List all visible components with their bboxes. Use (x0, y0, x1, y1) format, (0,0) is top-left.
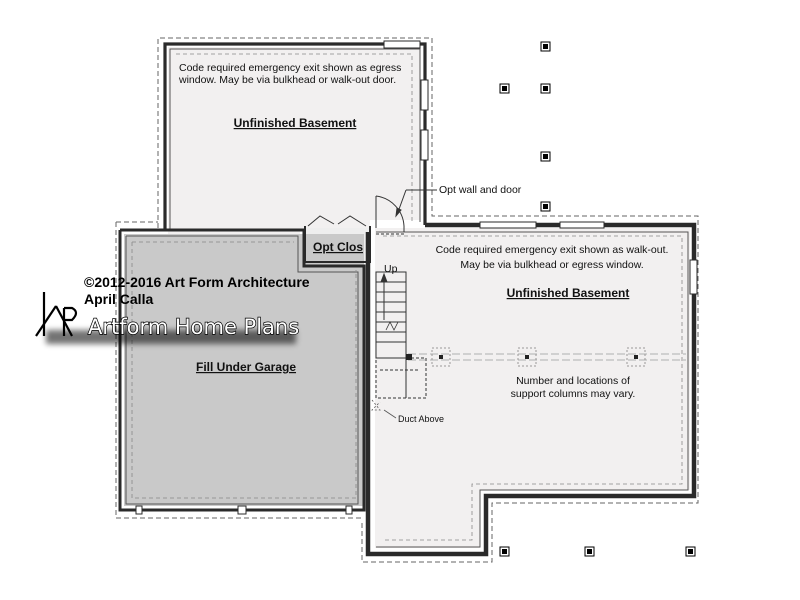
north-room-title: Unfinished Basement (233, 116, 357, 130)
window-east-2 (421, 130, 428, 160)
egress-window-north (384, 41, 420, 48)
columns-note-line1: Number and locations of (516, 375, 630, 387)
closet-label: Opt Clos (313, 240, 363, 254)
east-note-line1: Code required emergency exit shown as walk-out. (435, 244, 669, 256)
garage-vent (238, 506, 246, 514)
north-note-line2: window. May be via bulkhead or walk-out door. (179, 74, 397, 86)
brand-name: Artform Home Plans (88, 315, 300, 339)
duct-label: Duct Above (398, 414, 445, 424)
opt-wall-label: Opt wall and door (439, 184, 522, 196)
garage-title: Fill Under Garage (195, 360, 297, 374)
east-room-title: Unfinished Basement (506, 286, 630, 300)
north-note-line1: Code required emergency exit shown as egress (179, 62, 402, 74)
designer-name: April Calla (84, 291, 154, 307)
copyright-text: ©2012-2016 Art Form Architecture (84, 274, 310, 290)
garage-vent-3 (346, 506, 352, 514)
window-south-1 (560, 222, 604, 228)
columns-note-line2: support columns may vary. (510, 388, 636, 400)
stairs-up-label: Up (384, 263, 398, 275)
walkout-door (480, 222, 536, 228)
east-note-line2: May be via bulkhead or egress window. (460, 259, 644, 271)
brand-logo-mark (36, 292, 76, 336)
window-east-3 (690, 260, 697, 294)
garage-vent-2 (136, 506, 142, 514)
window-east-1 (421, 80, 428, 110)
